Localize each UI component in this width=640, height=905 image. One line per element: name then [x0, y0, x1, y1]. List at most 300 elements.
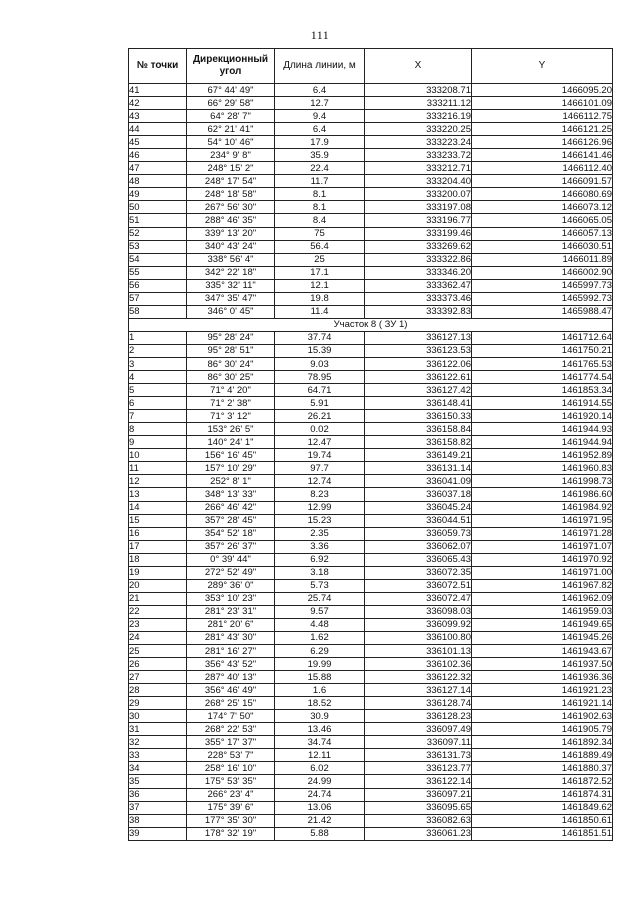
y-coordinate-cell: 1461849.62	[472, 801, 613, 814]
x-coordinate-cell: 336127.13	[365, 331, 472, 344]
table-row	[129, 566, 613, 579]
y-coordinate-cell: 1466141.46	[472, 149, 613, 162]
y-coordinate-cell: 1466112.75	[472, 110, 613, 123]
point-number-cell: 25	[129, 645, 187, 658]
line-length-cell: 12.47	[275, 436, 365, 449]
point-number-cell: 36	[129, 788, 187, 801]
coordinates-table	[128, 48, 613, 841]
direction-angle-cell: 267° 56' 30"	[187, 201, 275, 214]
point-number-cell: 52	[129, 227, 187, 240]
y-coordinate-cell: 1461874.31	[472, 788, 613, 801]
table-row	[129, 97, 613, 110]
table-row	[129, 292, 613, 305]
table-row	[129, 410, 613, 423]
y-coordinate-cell: 1461971.07	[472, 540, 613, 553]
table-row	[129, 488, 613, 501]
x-coordinate-cell: 336072.51	[365, 579, 472, 592]
table-row	[129, 697, 613, 710]
direction-angle-cell: 178° 32' 19"	[187, 827, 275, 840]
point-number-cell: 7	[129, 410, 187, 423]
point-number-cell: 51	[129, 214, 187, 227]
point-number-cell: 1	[129, 331, 187, 344]
point-number-cell: 2	[129, 344, 187, 357]
x-coordinate-cell: 333208.71	[365, 84, 472, 97]
line-length-cell: 34.74	[275, 736, 365, 749]
line-length-cell: 25	[275, 253, 365, 266]
x-coordinate-cell: 333200.07	[365, 188, 472, 201]
x-coordinate-cell: 333196.77	[365, 214, 472, 227]
point-number-cell: 16	[129, 527, 187, 540]
table-row	[129, 357, 613, 370]
table-row	[129, 240, 613, 253]
line-length-cell: 11.4	[275, 305, 365, 318]
y-coordinate-cell: 1461998.73	[472, 475, 613, 488]
direction-angle-cell: 177° 35' 30"	[187, 814, 275, 827]
y-coordinate-cell: 1461921.14	[472, 697, 613, 710]
direction-angle-cell: 157° 10' 29"	[187, 462, 275, 475]
header-point-number: № точки	[129, 49, 187, 84]
direction-angle-cell: 71° 4' 20"	[187, 384, 275, 397]
direction-angle-cell: 356° 46' 49"	[187, 684, 275, 697]
point-number-cell: 41	[129, 84, 187, 97]
point-number-cell: 18	[129, 553, 187, 566]
x-coordinate-cell: 336122.61	[365, 371, 472, 384]
point-number-cell: 20	[129, 579, 187, 592]
x-coordinate-cell: 333392.83	[365, 305, 472, 318]
direction-angle-cell: 268° 22' 53"	[187, 723, 275, 736]
line-length-cell: 9.4	[275, 110, 365, 123]
header-line-length: Длина линии, м	[275, 49, 365, 84]
x-coordinate-cell: 336101.13	[365, 645, 472, 658]
x-coordinate-cell: 336149.21	[365, 449, 472, 462]
point-number-cell: 42	[129, 97, 187, 110]
x-coordinate-cell: 333220.25	[365, 123, 472, 136]
table-row	[129, 788, 613, 801]
direction-angle-cell: 64° 28' 7"	[187, 110, 275, 123]
y-coordinate-cell: 1461952.89	[472, 449, 613, 462]
direction-angle-cell: 353° 10' 23"	[187, 592, 275, 605]
line-length-cell: 30.9	[275, 710, 365, 723]
table-row	[129, 162, 613, 175]
direction-angle-cell: 287° 40' 13"	[187, 671, 275, 684]
y-coordinate-cell: 1461921.23	[472, 684, 613, 697]
direction-angle-cell: 357° 28' 45"	[187, 514, 275, 527]
table-row	[129, 188, 613, 201]
direction-angle-cell: 342° 22' 18"	[187, 266, 275, 279]
x-coordinate-cell: 333211.12	[365, 97, 472, 110]
line-length-cell: 6.29	[275, 645, 365, 658]
point-number-cell: 10	[129, 449, 187, 462]
x-coordinate-cell: 333212.71	[365, 162, 472, 175]
direction-angle-cell: 354° 52' 18"	[187, 527, 275, 540]
line-length-cell: 12.7	[275, 97, 365, 110]
table-row	[129, 814, 613, 827]
table-row	[129, 762, 613, 775]
point-number-cell: 5	[129, 384, 187, 397]
y-coordinate-cell: 1466002.90	[472, 266, 613, 279]
x-coordinate-cell: 336123.53	[365, 344, 472, 357]
table-row	[129, 214, 613, 227]
x-coordinate-cell: 333223.24	[365, 136, 472, 149]
table-row	[129, 462, 613, 475]
y-coordinate-cell: 1461937.50	[472, 658, 613, 671]
line-length-cell: 19.74	[275, 449, 365, 462]
direction-angle-cell: 71° 2' 38"	[187, 397, 275, 410]
point-number-cell: 22	[129, 605, 187, 618]
y-coordinate-cell: 1461765.53	[472, 357, 613, 370]
line-length-cell: 6.4	[275, 123, 365, 136]
direction-angle-cell: 268° 25' 15"	[187, 697, 275, 710]
y-coordinate-cell: 1465992.73	[472, 292, 613, 305]
x-coordinate-cell: 333362.47	[365, 279, 472, 292]
line-length-cell: 5.88	[275, 827, 365, 840]
x-coordinate-cell: 336097.11	[365, 736, 472, 749]
direction-angle-cell: 357° 26' 37"	[187, 540, 275, 553]
section-header	[129, 318, 613, 331]
line-length-cell: 19.8	[275, 292, 365, 305]
header-direction-angle: Дирекционный угол	[187, 49, 275, 84]
x-coordinate-cell: 336045.24	[365, 501, 472, 514]
y-coordinate-cell: 1461914.55	[472, 397, 613, 410]
section-row	[129, 318, 613, 331]
table-row	[129, 631, 613, 644]
table-row	[129, 253, 613, 266]
direction-angle-cell: 248° 18' 58"	[187, 188, 275, 201]
direction-angle-cell: 234° 9' 8"	[187, 149, 275, 162]
y-coordinate-cell: 1461944.93	[472, 423, 613, 436]
line-length-cell: 15.88	[275, 671, 365, 684]
direction-angle-cell: 174° 7' 50"	[187, 710, 275, 723]
y-coordinate-cell: 1461853.34	[472, 384, 613, 397]
y-coordinate-cell: 1461774.54	[472, 371, 613, 384]
line-length-cell: 37.74	[275, 331, 365, 344]
line-length-cell: 24.99	[275, 775, 365, 788]
line-length-cell: 4.48	[275, 618, 365, 631]
x-coordinate-cell: 336150.33	[365, 410, 472, 423]
line-length-cell: 9.03	[275, 357, 365, 370]
line-length-cell: 15.23	[275, 514, 365, 527]
point-number-cell: 47	[129, 162, 187, 175]
point-number-cell: 17	[129, 540, 187, 553]
point-number-cell: 31	[129, 723, 187, 736]
section-label: Участок 8 ( ЗУ 1)	[129, 318, 613, 331]
line-length-cell: 8.1	[275, 188, 365, 201]
line-length-cell: 22.4	[275, 162, 365, 175]
point-number-cell: 12	[129, 475, 187, 488]
line-length-cell: 2.35	[275, 527, 365, 540]
y-coordinate-cell: 1466121.25	[472, 123, 613, 136]
line-length-cell: 56.4	[275, 240, 365, 253]
line-length-cell: 6.4	[275, 84, 365, 97]
direction-angle-cell: 272° 52' 49"	[187, 566, 275, 579]
point-number-cell: 46	[129, 149, 187, 162]
x-coordinate-cell: 336122.32	[365, 671, 472, 684]
table-row	[129, 371, 613, 384]
y-coordinate-cell: 1461889.49	[472, 749, 613, 762]
point-number-cell: 27	[129, 671, 187, 684]
direction-angle-cell: 346° 0' 45"	[187, 305, 275, 318]
point-number-cell: 29	[129, 697, 187, 710]
table-row	[129, 579, 613, 592]
point-number-cell: 56	[129, 279, 187, 292]
y-coordinate-cell: 1461967.82	[472, 579, 613, 592]
y-coordinate-cell: 1461984.92	[472, 501, 613, 514]
point-number-cell: 38	[129, 814, 187, 827]
point-number-cell: 55	[129, 266, 187, 279]
point-number-cell: 53	[129, 240, 187, 253]
table-row	[129, 436, 613, 449]
table-row	[129, 201, 613, 214]
table-row	[129, 305, 613, 318]
direction-angle-cell: 281° 16' 27"	[187, 645, 275, 658]
direction-angle-cell: 266° 46' 42"	[187, 501, 275, 514]
table-row	[129, 684, 613, 697]
x-coordinate-cell: 336122.06	[365, 357, 472, 370]
x-coordinate-cell: 333216.19	[365, 110, 472, 123]
line-length-cell: 3.18	[275, 566, 365, 579]
line-length-cell: 17.1	[275, 266, 365, 279]
x-coordinate-cell: 333322.86	[365, 253, 472, 266]
point-number-cell: 54	[129, 253, 187, 266]
point-number-cell: 28	[129, 684, 187, 697]
y-coordinate-cell: 1461986.60	[472, 488, 613, 501]
x-coordinate-cell: 336072.47	[365, 592, 472, 605]
y-coordinate-cell: 1465997.73	[472, 279, 613, 292]
table-row	[129, 618, 613, 631]
direction-angle-cell: 0° 39' 44"	[187, 553, 275, 566]
y-coordinate-cell: 1461962.09	[472, 592, 613, 605]
direction-angle-cell: 252° 8' 1"	[187, 475, 275, 488]
line-length-cell: 21.42	[275, 814, 365, 827]
table-row	[129, 110, 613, 123]
direction-angle-cell: 95° 28' 24"	[187, 331, 275, 344]
point-number-cell: 21	[129, 592, 187, 605]
point-number-cell: 23	[129, 618, 187, 631]
y-coordinate-cell: 1461936.36	[472, 671, 613, 684]
direction-angle-cell: 62° 21' 41"	[187, 123, 275, 136]
header-x: X	[365, 49, 472, 84]
group2-rows	[129, 331, 613, 840]
direction-angle-cell: 335° 32' 11"	[187, 279, 275, 292]
line-length-cell: 25.74	[275, 592, 365, 605]
table-row	[129, 592, 613, 605]
line-length-cell: 97.7	[275, 462, 365, 475]
table-row	[129, 514, 613, 527]
x-coordinate-cell: 333204.40	[365, 175, 472, 188]
table-row	[129, 175, 613, 188]
y-coordinate-cell: 1466091.57	[472, 175, 613, 188]
x-coordinate-cell: 336061.23	[365, 827, 472, 840]
x-coordinate-cell: 336128.74	[365, 697, 472, 710]
y-coordinate-cell: 1461872.52	[472, 775, 613, 788]
point-number-cell: 11	[129, 462, 187, 475]
x-coordinate-cell: 336131.73	[365, 749, 472, 762]
direction-angle-cell: 355° 17' 37"	[187, 736, 275, 749]
line-length-cell: 13.06	[275, 801, 365, 814]
point-number-cell: 6	[129, 397, 187, 410]
x-coordinate-cell: 336128.23	[365, 710, 472, 723]
line-length-cell: 6.02	[275, 762, 365, 775]
table-row	[129, 449, 613, 462]
y-coordinate-cell: 1466057.13	[472, 227, 613, 240]
x-coordinate-cell: 336123.77	[365, 762, 472, 775]
line-length-cell: 8.4	[275, 214, 365, 227]
y-coordinate-cell: 1461880.37	[472, 762, 613, 775]
y-coordinate-cell: 1461949.65	[472, 618, 613, 631]
table-row	[129, 710, 613, 723]
table-row	[129, 736, 613, 749]
table-row	[129, 645, 613, 658]
table-row	[129, 266, 613, 279]
line-length-cell: 12.1	[275, 279, 365, 292]
table-row	[129, 658, 613, 671]
x-coordinate-cell: 336158.84	[365, 423, 472, 436]
point-number-cell: 43	[129, 110, 187, 123]
y-coordinate-cell: 1461971.95	[472, 514, 613, 527]
y-coordinate-cell: 1461945.26	[472, 631, 613, 644]
table-row	[129, 123, 613, 136]
direction-angle-cell: 95° 28' 51"	[187, 344, 275, 357]
direction-angle-cell: 289° 36' 0"	[187, 579, 275, 592]
direction-angle-cell: 356° 43' 52"	[187, 658, 275, 671]
line-length-cell: 1.62	[275, 631, 365, 644]
direction-angle-cell: 140° 24' 1"	[187, 436, 275, 449]
point-number-cell: 13	[129, 488, 187, 501]
line-length-cell: 24.74	[275, 788, 365, 801]
x-coordinate-cell: 336099.92	[365, 618, 472, 631]
direction-angle-cell: 281° 43' 30"	[187, 631, 275, 644]
point-number-cell: 33	[129, 749, 187, 762]
direction-angle-cell: 340° 43' 24"	[187, 240, 275, 253]
x-coordinate-cell: 336098.03	[365, 605, 472, 618]
direction-angle-cell: 258° 16' 10"	[187, 762, 275, 775]
line-length-cell: 8.23	[275, 488, 365, 501]
point-number-cell: 35	[129, 775, 187, 788]
header-y: Y	[472, 49, 613, 84]
point-number-cell: 4	[129, 371, 187, 384]
direction-angle-cell: 248° 17' 54"	[187, 175, 275, 188]
table-row	[129, 84, 613, 97]
table-row	[129, 475, 613, 488]
line-length-cell: 3.36	[275, 540, 365, 553]
direction-angle-cell: 266° 23' 4"	[187, 788, 275, 801]
table-row	[129, 527, 613, 540]
x-coordinate-cell: 333197.08	[365, 201, 472, 214]
x-coordinate-cell: 333373.46	[365, 292, 472, 305]
y-coordinate-cell: 1461960.83	[472, 462, 613, 475]
point-number-cell: 50	[129, 201, 187, 214]
point-number-cell: 30	[129, 710, 187, 723]
direction-angle-cell: 175° 53' 35"	[187, 775, 275, 788]
x-coordinate-cell: 336082.63	[365, 814, 472, 827]
table-row	[129, 279, 613, 292]
y-coordinate-cell: 1466095.20	[472, 84, 613, 97]
table-row	[129, 423, 613, 436]
y-coordinate-cell: 1466126.96	[472, 136, 613, 149]
x-coordinate-cell: 336131.14	[365, 462, 472, 475]
x-coordinate-cell: 333233.72	[365, 149, 472, 162]
x-coordinate-cell: 336097.21	[365, 788, 472, 801]
line-length-cell: 12.99	[275, 501, 365, 514]
y-coordinate-cell: 1466030.51	[472, 240, 613, 253]
line-length-cell: 35.9	[275, 149, 365, 162]
table-row	[129, 827, 613, 840]
y-coordinate-cell: 1461902.63	[472, 710, 613, 723]
x-coordinate-cell: 336127.42	[365, 384, 472, 397]
direction-angle-cell: 288° 46' 35"	[187, 214, 275, 227]
line-length-cell: 78.95	[275, 371, 365, 384]
table-row	[129, 801, 613, 814]
table-row	[129, 149, 613, 162]
point-number-cell: 3	[129, 357, 187, 370]
x-coordinate-cell: 336122.14	[365, 775, 472, 788]
x-coordinate-cell: 336062.07	[365, 540, 472, 553]
direction-angle-cell: 66° 29' 58"	[187, 97, 275, 110]
y-coordinate-cell: 1461971.28	[472, 527, 613, 540]
table-row	[129, 775, 613, 788]
table-row	[129, 501, 613, 514]
y-coordinate-cell: 1466101.09	[472, 97, 613, 110]
table-row	[129, 227, 613, 240]
direction-angle-cell: 228° 53' 7"	[187, 749, 275, 762]
point-number-cell: 44	[129, 123, 187, 136]
x-coordinate-cell: 333346.20	[365, 266, 472, 279]
line-length-cell: 5.73	[275, 579, 365, 592]
line-length-cell: 5.91	[275, 397, 365, 410]
page-number: 111	[310, 28, 330, 42]
point-number-cell: 14	[129, 501, 187, 514]
x-coordinate-cell: 336148.41	[365, 397, 472, 410]
table-header-row	[129, 49, 613, 84]
y-coordinate-cell: 1466065.05	[472, 214, 613, 227]
direction-angle-cell: 347° 35' 47"	[187, 292, 275, 305]
y-coordinate-cell: 1461970.92	[472, 553, 613, 566]
direction-angle-cell: 156° 16' 45"	[187, 449, 275, 462]
line-length-cell: 18.52	[275, 697, 365, 710]
x-coordinate-cell: 336037.18	[365, 488, 472, 501]
table-row	[129, 397, 613, 410]
direction-angle-cell: 54° 10' 46"	[187, 136, 275, 149]
point-number-cell: 37	[129, 801, 187, 814]
line-length-cell: 12.74	[275, 475, 365, 488]
point-number-cell: 49	[129, 188, 187, 201]
y-coordinate-cell: 1461971.00	[472, 566, 613, 579]
line-length-cell: 0.02	[275, 423, 365, 436]
direction-angle-cell: 153° 26' 5"	[187, 423, 275, 436]
line-length-cell: 11.7	[275, 175, 365, 188]
point-number-cell: 57	[129, 292, 187, 305]
x-coordinate-cell: 336097.49	[365, 723, 472, 736]
x-coordinate-cell: 336072.35	[365, 566, 472, 579]
direction-angle-cell: 175° 39' 6"	[187, 801, 275, 814]
x-coordinate-cell: 336041.09	[365, 475, 472, 488]
y-coordinate-cell: 1466112.40	[472, 162, 613, 175]
point-number-cell: 39	[129, 827, 187, 840]
y-coordinate-cell: 1461959.03	[472, 605, 613, 618]
point-number-cell: 26	[129, 658, 187, 671]
table-row	[129, 723, 613, 736]
direction-angle-cell: 86° 30' 24"	[187, 357, 275, 370]
table-row	[129, 671, 613, 684]
direction-angle-cell: 71° 3' 12"	[187, 410, 275, 423]
y-coordinate-cell: 1466080.69	[472, 188, 613, 201]
x-coordinate-cell: 336127.14	[365, 684, 472, 697]
table-row	[129, 384, 613, 397]
y-coordinate-cell: 1461712.64	[472, 331, 613, 344]
table-row	[129, 540, 613, 553]
table-row	[129, 605, 613, 618]
line-length-cell: 13.46	[275, 723, 365, 736]
